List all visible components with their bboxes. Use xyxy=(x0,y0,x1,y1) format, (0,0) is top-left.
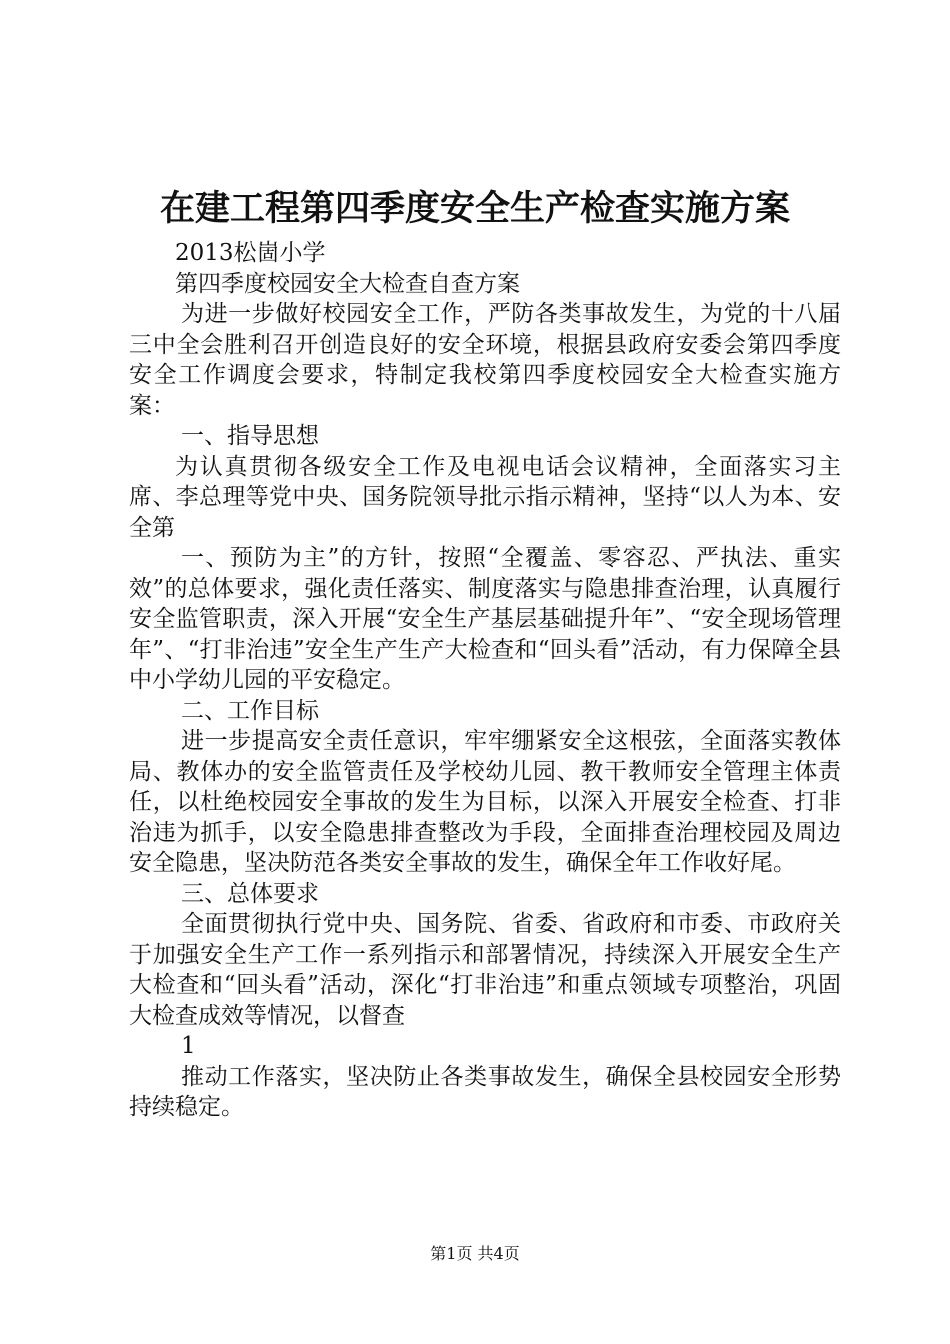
page-number-inline: 1 xyxy=(181,1033,196,1059)
heading-work-goals: 二、工作目标 xyxy=(181,697,319,724)
paragraph-intro: 为进一步做好校园安全工作，严防各类事故发生，为党的十八届三中全会胜利召开创造良好的安全环境，根据县政府安委会第四季度安全工作调度会要求，特制定我校第四季度校园安全大检查实施方案： xyxy=(129,301,841,419)
paragraph-prevention: 一、预防为主”的方针，按照“全覆盖、零容忍、严执法、重实效”的总体要求，强化责任落实、制度落实与隐患排查治理，认真履行安全监管职责，深入开展“安全生产基层基础提升年”、“安全现场管理年”、“打非治违”安全生产生产大检查和“回头看”活动，有力保障全县中小学幼儿园的平安稳定。 xyxy=(129,545,841,693)
paragraph-school-name: 2013松崮小学 xyxy=(175,240,326,266)
page-footer: 第1页 共4页 xyxy=(430,1244,520,1263)
document-title: 在建工程第四季度安全生产检查实施方案 xyxy=(159,188,790,229)
paragraph-subtitle: 第四季度校园安全大检查自查方案 xyxy=(175,270,520,297)
paragraph-work-goals: 进一步提高安全责任意识，牢牢绷紧安全这根弦，全面落实教体局、教体办的安全监管责任及学校幼儿园、教干教师安全管理主体责任，以杜绝校园安全事故的发生为目标，以深入开展安全检查、打非治违为抓手，以安全隐患排查整改为手段，全面排查治理校园及周边安全隐患，坚决防范各类安全事故的发生，确保全年工作收好尾。 xyxy=(129,728,841,876)
document-body xyxy=(129,238,841,1123)
paragraph-conclusion: 推动工作落实，坚决防止各类事故发生，确保全县校园安全形势持续稳定。 xyxy=(129,1063,841,1120)
heading-guiding-ideology: 一、指导思想 xyxy=(181,423,319,449)
paragraph-guiding-ideology: 为认真贯彻各级安全工作及电视电话会议精神，全面落实习主席、李总理等党中央、国务院领导批示指示精神，坚持“以人为本、安全第 xyxy=(129,453,841,541)
heading-overall-requirements: 三、总体要求 xyxy=(181,880,319,907)
paragraph-overall-requirements: 全面贯彻执行党中央、国务院、省委、省政府和市委、市政府关于加强安全生产工作一系列指示和部署情况，持续深入开展安全生产大检查和“回头看”活动，深化“打非治违”和重点领域专项整治，巩固大检查成效等情况，以督查 xyxy=(129,911,841,1029)
